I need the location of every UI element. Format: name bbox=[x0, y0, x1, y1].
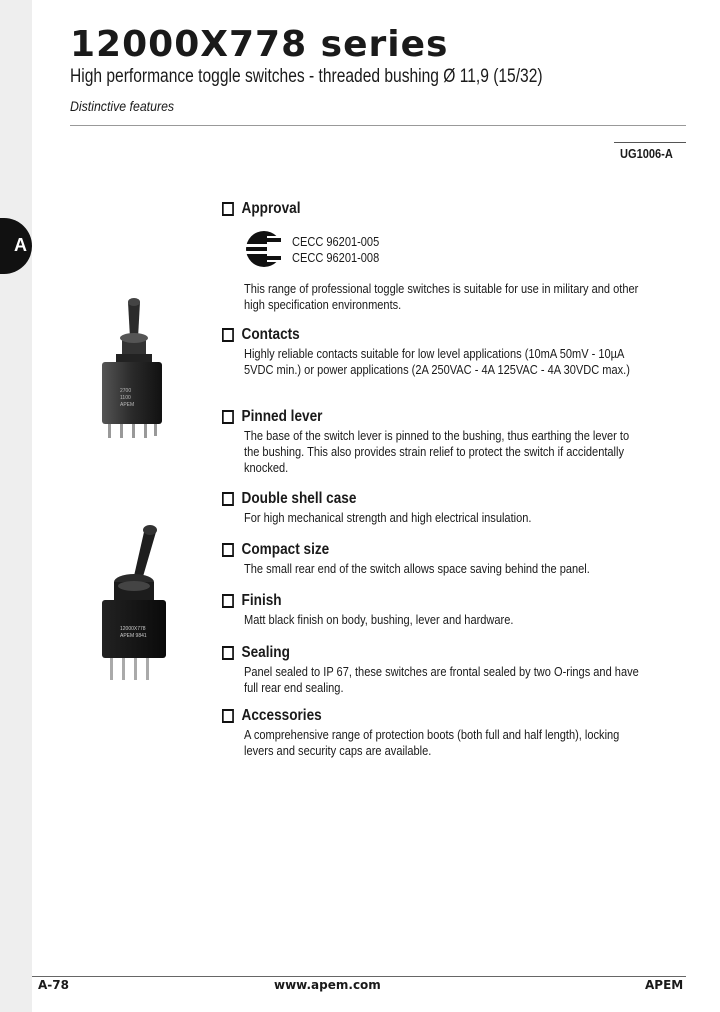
feature-heading bbox=[222, 541, 588, 559]
approval-codes bbox=[292, 234, 379, 266]
cecc-logo-icon bbox=[245, 230, 283, 268]
left-margin-band bbox=[0, 0, 32, 1012]
feature-heading-label: Finish bbox=[241, 592, 282, 609]
feature-heading-label: Sealing bbox=[241, 644, 290, 661]
switch2-marking: 12000X778 bbox=[120, 626, 146, 632]
approval-intro: This range of professional toggle switches is suitable for use in military and other high specification environments. bbox=[244, 281, 639, 312]
feature-finish bbox=[222, 592, 652, 628]
page-title: 12000X778 series bbox=[70, 24, 449, 65]
section-tab-letter: A bbox=[14, 235, 27, 255]
toggle-switch-photo-1 bbox=[98, 296, 168, 442]
switch1-marking: 1100 bbox=[120, 395, 131, 401]
feature-heading bbox=[222, 644, 588, 662]
feature-heading bbox=[222, 707, 588, 725]
toggle-switch-photo-2 bbox=[98, 524, 170, 682]
feature-heading-label: Compact size bbox=[241, 541, 330, 558]
checkbox-icon bbox=[222, 646, 234, 660]
footer-brand: APEM bbox=[645, 978, 684, 992]
feature-heading-label: Pinned lever bbox=[241, 408, 323, 425]
feature-text: Matt black finish on body, bushing, lever and hardware. bbox=[244, 612, 514, 627]
feature-pinned-lever bbox=[222, 408, 652, 476]
switch1-marking: 2700 bbox=[120, 388, 132, 394]
ref-divider bbox=[614, 142, 686, 143]
feature-heading bbox=[222, 592, 588, 610]
header-divider bbox=[70, 125, 686, 126]
feature-text: The base of the switch lever is pinned to the bushing, thus earthing the lever to the bushing. This also provides strain relief to protect the switch if accidentally knocked. bbox=[244, 428, 630, 475]
feature-heading-label: Accessories bbox=[241, 707, 322, 724]
feature-heading-label: Contacts bbox=[241, 326, 300, 343]
section-label: Distinctive features bbox=[70, 98, 175, 114]
feature-text: For high mechanical strength and high electrical insulation. bbox=[244, 510, 532, 525]
approval-code: CECC 96201-005 bbox=[292, 234, 380, 249]
footer-divider bbox=[32, 976, 686, 977]
feature-text: A comprehensive range of protection boots (both full and half length), locking levers and security caps are available. bbox=[244, 727, 620, 758]
feature-accessories bbox=[222, 707, 652, 759]
checkbox-icon bbox=[222, 543, 234, 557]
switch1-marking: APEM bbox=[120, 402, 135, 408]
checkbox-icon bbox=[222, 492, 234, 506]
footer-url: www.apem.com bbox=[274, 978, 381, 992]
checkbox-icon bbox=[222, 594, 234, 608]
feature-heading-label: Double shell case bbox=[241, 490, 357, 507]
checkbox-icon bbox=[222, 328, 234, 342]
feature-heading bbox=[222, 490, 588, 508]
feature-text: Panel sealed to IP 67, these switches are frontal sealed by two O-rings and have full rear end sealing. bbox=[244, 664, 639, 695]
approval-code: CECC 96201-008 bbox=[292, 250, 380, 265]
page-number: A-78 bbox=[38, 978, 69, 992]
feature-double-shell-case bbox=[222, 490, 652, 526]
switch2-marking: APEM 9841 bbox=[120, 633, 147, 639]
page-subtitle: High performance toggle switches - threaded bushing Ø 11,9 (15/32) bbox=[70, 66, 543, 87]
feature-contacts bbox=[222, 326, 652, 378]
feature-heading bbox=[222, 408, 588, 426]
checkbox-icon bbox=[222, 202, 234, 216]
feature-approval bbox=[222, 200, 652, 218]
feature-heading-label: Approval bbox=[241, 200, 301, 217]
checkbox-icon bbox=[222, 709, 234, 723]
feature-text: Highly reliable contacts suitable for low level applications (10mA 50mV - 10µA 5VDC min.) or power applications (2A 250VAC - 4A 125VAC - 4A 30VDC max.) bbox=[244, 346, 630, 377]
reference-code: UG1006-A bbox=[620, 146, 673, 161]
feature-sealing bbox=[222, 644, 652, 696]
feature-text: The small rear end of the switch allows space saving behind the panel. bbox=[244, 561, 590, 576]
checkbox-icon bbox=[222, 410, 234, 424]
feature-compact-size bbox=[222, 541, 652, 577]
feature-heading bbox=[222, 326, 588, 344]
feature-heading bbox=[222, 200, 588, 218]
